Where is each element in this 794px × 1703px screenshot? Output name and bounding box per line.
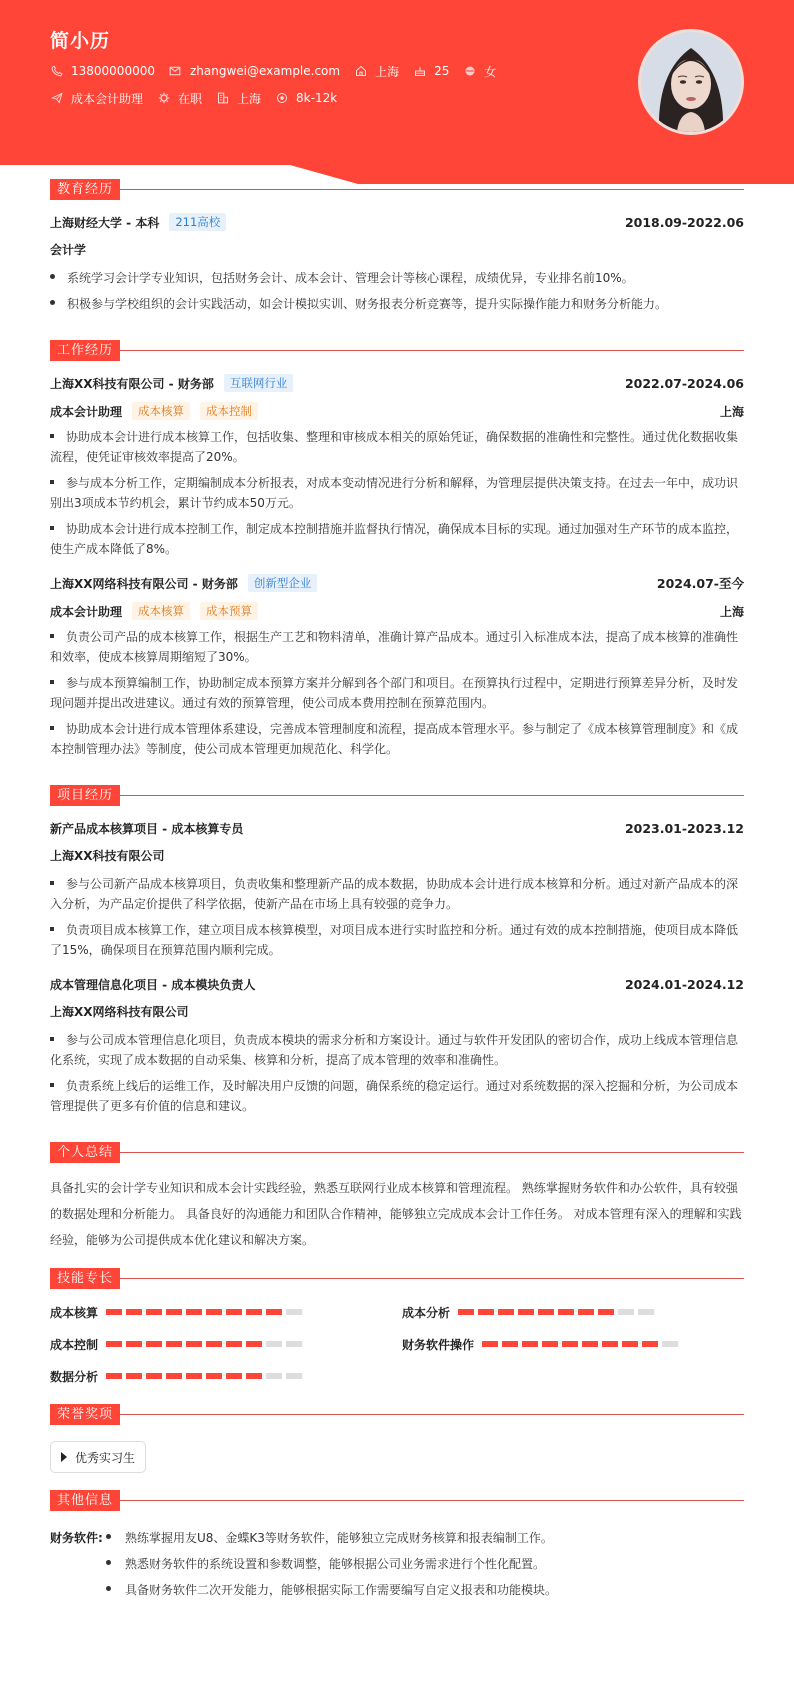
work-location: 上海 [719,404,744,419]
resume-body [50,181,744,1603]
section-work-title [50,339,744,361]
section-label: 其他信息 [50,1490,120,1511]
section-divider [120,350,744,351]
project-date: 2024.01-2024.12 [624,976,744,992]
contact-row [50,62,510,80]
work-date: 2022.07-2024.06 [624,375,744,391]
email-item [169,64,340,78]
candidate-name: 简小历 [50,30,111,52]
other-info-row [50,1525,744,1603]
awards-list [50,1441,744,1473]
skill-item [50,1335,402,1353]
salary-item [275,91,337,105]
section-label: 技能专长 [50,1268,120,1289]
role-tag: 成本核算 [132,402,190,420]
city-text: 上海 [375,64,400,79]
work-location: 上海 [719,604,744,619]
age-text: 25 [434,64,450,78]
cake-icon [413,65,426,78]
section-label: 荣誉奖项 [50,1404,120,1425]
job-intent-row [50,89,510,107]
salary-text: 8k-12k [296,91,338,105]
list-item: 系统学习会计学专业知识，包括财务会计、成本会计、管理会计等核心课程，成绩优异，专业排名前10%。 [50,268,744,288]
summary-text: 具备扎实的会计学专业知识和成本会计实践经验，熟悉互联网行业成本核算和管理流程。 熟练掌握财务软件和办公软件，具有较强的数据处理和分析能力。 具备良好的沟通能力和团队合作精神，能够独立完成成本会计工作任务。 对成本管理有深入的理解和实践经验，能够为公司提供成本优化建议和解决方案。 [50,1181,742,1247]
project-company: 上海XX网络科技有限公司 [50,1005,189,1019]
award-item[interactable] [50,1441,146,1473]
list-item: 熟悉财务软件的系统设置和参数调整，能够根据公司业务需求进行个性化配置。 [106,1551,557,1577]
email-text: zhangwei@example.com [189,64,341,78]
list-item: 参与成本预算编制工作，协助制定成本预算方案并分解到各个部门和项目。在预算执行过程中，定期进行预算差异分析，及时发现问题并提出改进建议。通过有效的预算管理，使公司成本费用控制在预算范围内。 [50,676,739,710]
skill-level-bar [482,1341,682,1347]
work-head [50,573,744,593]
list-item: 参与公司新产品成本核算项目，负责收集和整理新产品的成本数据，协助成本会计进行成本核算和分析。通过对新产品成本的深入分析，为产品定价提供了科学依据，使新产品在市场上具有较强的竞争力。 [50,877,739,911]
section-divider [120,1278,744,1279]
skill-item [402,1335,744,1353]
skills-grid [50,1303,744,1385]
company-name: 上海XX科技有限公司 - 财务部 [50,376,214,391]
target-position-item [50,90,143,107]
list-item: 负责公司产品的成本核算工作，根据生产工艺和物料清单，准确计算产品成本。通过引入标准成本法，提高了成本核算的准确性和效率，使成本核算周期缩短了30%。 [50,630,739,664]
project-title: 新产品成本核算项目 - 成本核算专员 [50,821,244,836]
section-divider [120,189,744,190]
role-tag: 成本控制 [200,402,258,420]
target-position-text: 成本会计助理 [71,91,144,106]
section-divider [120,1500,744,1501]
list-item: 负责项目成本核算工作，建立项目成本核算模型，对项目成本进行实时监控和分析。通过有效的成本控制措施，使项目成本降低了15%，确保项目在预算范围内顺利完成。 [50,923,739,957]
gender-icon [463,65,476,78]
section-label: 工作经历 [50,340,120,361]
skill-level-bar [106,1373,306,1379]
school-name: 上海财经大学 - 本科 [50,215,160,230]
phone-icon [50,65,63,78]
mail-icon [169,65,182,78]
skill-item [402,1303,744,1321]
section-other-title [50,1489,744,1511]
work-entry [50,373,744,559]
list-item: 协助成本会计进行成本管理体系建设，完善成本管理制度和流程，提高成本管理水平。参与制定了《成本核算管理制度》和《成本控制管理办法》等制度，使公司成本管理更加规范化、科学化。 [50,722,739,756]
skill-level-bar [458,1309,658,1315]
target-city-text: 上海 [237,91,262,106]
job-status-text: 在职 [178,91,203,106]
section-education-title [50,178,744,200]
education-entry [50,212,744,314]
other-info-label: 财务软件: [50,1531,103,1545]
project-entry [50,818,744,960]
home-icon [354,65,367,78]
list-item: 熟练掌握用友U8、金蝶K3等财务软件，能够独立完成财务核算和报表编制工作。 [106,1525,557,1551]
project-head [50,974,744,994]
role-title: 成本会计助理 [50,404,123,419]
other-info-bullets [106,1525,557,1603]
city-item [354,63,399,80]
section-label: 个人总结 [50,1142,120,1163]
role-row [50,401,744,421]
company-name: 上海XX网络科技有限公司 - 财务部 [50,576,238,591]
avatar [638,29,744,135]
skill-item [50,1303,402,1321]
section-divider [120,795,744,796]
phone-item [50,64,155,78]
list-item: 具备财务软件二次开发能力，能够根据实际工作需要编写自定义报表和功能模块。 [106,1577,557,1603]
section-projects-title [50,784,744,806]
section-label: 项目经历 [50,785,120,806]
education-date: 2018.09-2022.06 [624,214,744,230]
send-icon [50,92,63,105]
project-date: 2023.01-2023.12 [624,820,744,836]
section-divider [120,1152,744,1153]
salary-icon [275,92,288,105]
work-head [50,373,744,393]
target-city-item [216,90,261,107]
industry-tag: 互联网行业 [224,374,294,392]
list-item: 积极参与学校组织的会计实践活动，如会计模拟实训、财务报表分析竞赛等，提升实际操作能力和财务分析能力。 [50,294,744,314]
school-tag: 211高校 [169,213,226,231]
gender-text: 女 [484,64,497,79]
skill-level-bar [106,1309,306,1315]
skill-item [50,1367,402,1385]
role-title: 成本会计助理 [50,604,123,619]
skill-name: 成本控制 [50,1337,99,1352]
project-bullets [50,1030,744,1116]
award-label: 优秀实习生 [75,1450,136,1465]
list-item: 参与成本分析工作，定期编制成本分析报表，对成本变动情况进行分析和解释，为管理层提供决策支持。在过去一年中，成功识别出3项成本节约机会，累计节约成本50万元。 [50,476,739,510]
resume-header [50,26,510,107]
skill-name: 成本核算 [50,1305,99,1320]
role-tag: 成本预算 [200,602,258,620]
work-bullets [50,427,744,559]
industry-tag: 创新型企业 [248,574,318,592]
project-title: 成本管理信息化项目 - 成本模块负责人 [50,977,256,992]
skill-name: 财务软件操作 [402,1337,475,1352]
major: 会计学 [50,243,87,257]
section-label: 教育经历 [50,179,120,200]
work-date: 2024.07-至今 [656,576,744,591]
list-item: 负责系统上线后的运维工作，及时解决用户反馈的问题，确保系统的稳定运行。通过对系统数据的深入挖掘和分析，为公司成本管理提供了更多有价值的信息和建议。 [50,1079,739,1113]
project-head [50,818,744,838]
project-company: 上海XX科技有限公司 [50,849,165,863]
list-item: 协助成本会计进行成本控制工作，制定成本控制措施并监督执行情况，确保成本目标的实现。通过加强对生产环节的成本监控，使生产成本降低了8%。 [50,522,739,556]
role-row [50,601,744,621]
skill-name: 数据分析 [50,1369,99,1384]
status-icon [157,92,170,105]
work-bullets [50,627,744,759]
list-item: 参与公司成本管理信息化项目，负责成本模块的需求分析和方案设计。通过与软件开发团队的密切合作，成功上线成本管理信息化系统，实现了成本数据的自动采集、核算和分析，提高了成本管理的效率和准确性。 [50,1033,739,1067]
project-entry [50,974,744,1116]
caret-right-icon [61,1452,67,1462]
age-item [413,64,449,78]
work-entry [50,573,744,759]
skill-name: 成本分析 [402,1305,451,1320]
section-skills-title [50,1267,744,1289]
building-icon [216,92,229,105]
section-summary-title [50,1141,744,1163]
education-head [50,212,744,232]
role-tag: 成本核算 [132,602,190,620]
gender-item [463,63,496,80]
section-divider [120,1414,744,1415]
list-item: 协助成本会计进行成本核算工作，包括收集、整理和审核成本相关的原始凭证，确保数据的准确性和完整性。通过优化数据收集流程，使凭证审核效率提高了20%。 [50,430,739,464]
education-bullets [50,268,744,314]
skill-level-bar [106,1341,306,1347]
phone-text: 13800000000 [71,64,155,78]
project-bullets [50,874,744,960]
section-awards-title [50,1403,744,1425]
job-status-item [157,90,202,107]
